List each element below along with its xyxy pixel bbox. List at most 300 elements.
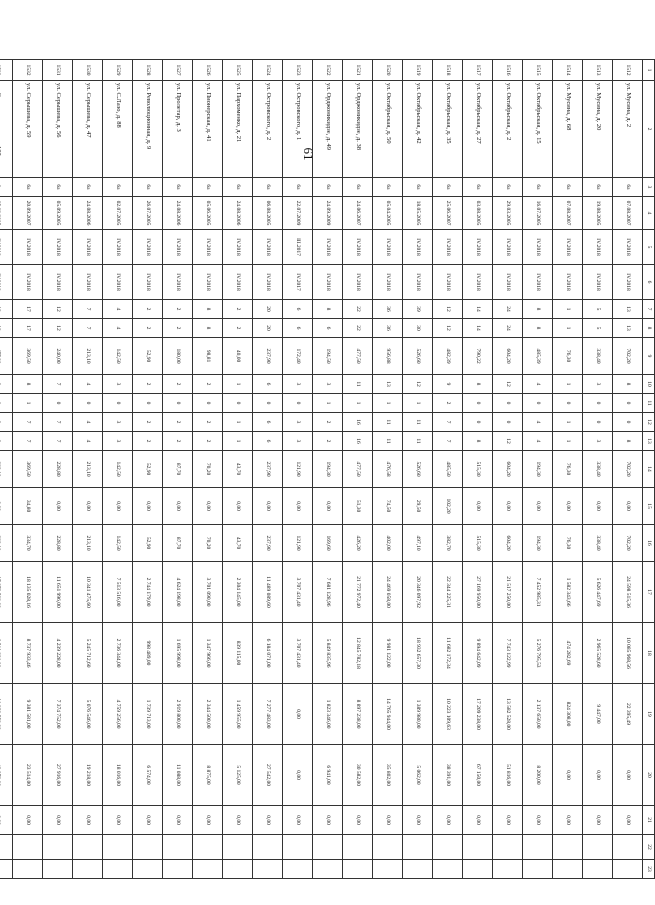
table-cell: IV.2018 <box>133 230 163 265</box>
table-cell: 1 <box>553 432 583 451</box>
table-cell: 8 <box>523 300 553 319</box>
table-cell: 4 624 198,00 <box>163 562 193 623</box>
table-cell: 3 <box>283 375 313 394</box>
table-cell: 13 582 528,00 <box>493 684 523 745</box>
table-cell: 21 517 250,00 <box>493 562 523 623</box>
table-cell: 4 <box>103 300 133 319</box>
empty-cell <box>613 835 643 860</box>
table-cell: 194,30 <box>523 451 553 488</box>
empty-cell <box>403 835 433 860</box>
table-cell: 0 <box>463 413 493 432</box>
table-row <box>463 60 493 879</box>
table-cell: 2 <box>163 375 193 394</box>
table-cell: 526,60 <box>403 338 433 375</box>
table-cell: 0,00 <box>163 488 193 525</box>
table-cell: 12 <box>403 375 433 394</box>
table-cell <box>0 623 13 684</box>
table-cell: IV.2018 <box>313 265 343 300</box>
address-cell: ул. Серышева, д. 59 <box>13 81 43 178</box>
table-cell: 14 <box>463 300 493 319</box>
empty-cell <box>493 835 523 860</box>
table-cell: 30 582,00 <box>343 745 373 806</box>
table-cell: 36 <box>373 319 403 338</box>
table-cell: 0,00 <box>223 488 253 525</box>
table-cell: 194,30 <box>313 451 343 488</box>
table-cell: 3 <box>313 375 343 394</box>
table-cell <box>0 432 13 451</box>
table-cell: 39 <box>403 300 433 319</box>
table-cell: IV.2018 <box>43 230 73 265</box>
table-cell: 20 346 097,92 <box>403 562 433 623</box>
table-row <box>223 60 253 879</box>
table-cell: IV.2018 <box>253 230 283 265</box>
table-cell: 5 276 795,53 <box>523 623 553 684</box>
empty-cell <box>283 860 313 879</box>
table-cell: 6а <box>523 178 553 197</box>
table-cell: 51,30 <box>343 488 373 525</box>
table-cell: 3 <box>103 432 133 451</box>
table-row <box>553 60 583 879</box>
table-cell: IV.2018 <box>583 265 613 300</box>
table-cell: 0,00 <box>523 488 553 525</box>
empty-cell <box>343 860 373 879</box>
address-cell: ул. Серышева, д. 56 <box>43 81 73 178</box>
address-cell: ул. Октябрьская, д. 2 <box>493 81 523 178</box>
table-cell: 19.08.2005 <box>583 197 613 230</box>
table-cell: 6а <box>283 178 313 197</box>
column-number: 14 <box>643 451 655 488</box>
table-cell: IV.2018 <box>613 230 643 265</box>
table-cell: IV.2018 <box>553 265 583 300</box>
table-cell: 6а <box>613 178 643 197</box>
empty-cell <box>313 860 343 879</box>
table-cell: 40,00 <box>223 338 253 375</box>
table-cell: 0,00 <box>613 488 643 525</box>
row-id: 1530 <box>73 60 103 81</box>
table-cell: 11 489 089,60 <box>253 562 283 623</box>
table-row <box>313 60 343 879</box>
table-cell <box>0 413 13 432</box>
table-cell: 13 <box>373 375 403 394</box>
table-cell: 0 <box>73 394 103 413</box>
table-cell: 12 <box>493 432 523 451</box>
table-cell: 07.08.2007 <box>553 197 583 230</box>
table-cell: 11 <box>403 432 433 451</box>
table-cell: 1 <box>553 375 583 394</box>
table-cell: 05.06.2005 <box>193 197 223 230</box>
table-cell: 0,00 <box>343 806 373 835</box>
table-cell: 12 <box>43 319 73 338</box>
table-cell: 6 <box>253 432 283 451</box>
table-cell: 477,50 <box>343 451 373 488</box>
table-cell <box>0 806 13 835</box>
table-cell: 2 744 179,00 <box>133 562 163 623</box>
empty-cell <box>133 835 163 860</box>
table-cell: 13 <box>613 319 643 338</box>
table-cell: IV.2018 <box>493 265 523 300</box>
table-cell: IV.2018 <box>103 230 133 265</box>
table-cell: 790,22 <box>463 338 493 375</box>
table-cell: IV.2018 <box>523 230 553 265</box>
table-cell: 8 <box>193 319 223 338</box>
row-id: 1514 <box>553 60 583 81</box>
table-cell: 7 <box>13 432 43 451</box>
table-cell: IV.2018 <box>103 265 133 300</box>
table-cell: 18 135 028,16 <box>13 562 43 623</box>
table-cell: IV.2018 <box>613 265 643 300</box>
table-cell: 604,20 <box>493 338 523 375</box>
empty-cell <box>0 860 13 879</box>
table-cell: 10 341 475,60 <box>73 562 103 623</box>
table-cell: 16.07.2005 <box>523 197 553 230</box>
empty-cell <box>343 835 373 860</box>
table-cell: 169,60 <box>313 525 343 562</box>
address-cell: ул. Октябрьская, д. 15 <box>523 81 553 178</box>
table-cell: 5 125,00 <box>223 745 253 806</box>
table-cell: 0,00 <box>373 806 403 835</box>
table-cell: 38 391,00 <box>433 745 463 806</box>
row-id: 1528 <box>133 60 163 81</box>
table-cell: 8 897 238,00 <box>343 684 373 745</box>
column-number: 19 <box>643 684 655 745</box>
table-cell: III.2017 <box>283 230 313 265</box>
rotated-table-container <box>0 59 655 872</box>
table-cell: 43,70 <box>223 451 253 488</box>
table-cell: 240,00 <box>43 338 73 375</box>
table-cell <box>0 375 13 394</box>
address-cell: ул. Серышева, д. 47 <box>73 81 103 178</box>
table-cell: 02.07.2005 <box>103 197 133 230</box>
table-cell: 11 <box>373 413 403 432</box>
column-number: 3 <box>643 178 655 197</box>
table-cell: 998 489,00 <box>133 623 163 684</box>
table-cell: 8 875,00 <box>193 745 223 806</box>
table-row <box>493 60 523 879</box>
table-cell: 2 <box>163 319 193 338</box>
table-cell: 9 381 581,00 <box>13 684 43 745</box>
table-cell: 0,00 <box>313 488 343 525</box>
table-cell: 0,00 <box>193 488 223 525</box>
table-cell: 0,00 <box>223 806 253 835</box>
table-cell: 2 <box>193 432 223 451</box>
column-number: 8 <box>643 319 655 338</box>
empty-cell <box>163 860 193 879</box>
empty-cell <box>13 835 43 860</box>
table-cell: 213,10 <box>73 525 103 562</box>
table-cell: 1 739 713,00 <box>133 684 163 745</box>
row-id: 1517 <box>463 60 493 81</box>
table-cell: 22 395,49 <box>613 684 643 745</box>
table-cell: 5 076 546,00 <box>73 684 103 745</box>
table-cell: 76,30 <box>553 451 583 488</box>
table-cell: 22.07.2009 <box>283 197 313 230</box>
table-cell: 6а <box>313 178 343 197</box>
table-cell: 22 344 225,31 <box>433 562 463 623</box>
table-cell: 16 <box>343 432 373 451</box>
table-cell: 24 <box>493 300 523 319</box>
address-cell: ул. Мусина, д. 2 <box>613 81 643 178</box>
table-cell: 956,88 <box>373 338 403 375</box>
column-number: 1 <box>643 60 655 81</box>
table-cell: 2 <box>133 375 163 394</box>
table-row <box>433 60 463 879</box>
table-cell: 0,00 <box>283 806 313 835</box>
table-row <box>523 60 553 879</box>
table-cell: 0,00 <box>403 806 433 835</box>
empty-cell <box>523 835 553 860</box>
table-cell: IV.2018 <box>13 265 43 300</box>
empty-cell <box>523 860 553 879</box>
table-cell: 1 <box>403 394 433 413</box>
table-cell: 7 <box>43 432 73 451</box>
table-cell: 6 574,00 <box>133 745 163 806</box>
table-cell: 5 626 447,69 <box>583 562 613 623</box>
table-cell: IV.2018 <box>433 230 463 265</box>
table-cell: 0,00 <box>103 488 133 525</box>
table-cell: 2 <box>223 319 253 338</box>
table-cell: 0 <box>133 394 163 413</box>
table-cell: 0,00 <box>583 488 613 525</box>
table-cell: 9 894 642,09 <box>463 623 493 684</box>
table-cell: 702,20 <box>613 451 643 488</box>
table-cell: 24.06.2007 <box>343 197 373 230</box>
empty-cell <box>193 835 223 860</box>
table-cell: 7 <box>433 413 463 432</box>
address-cell: ул. Мусина, д. 68 <box>553 81 583 178</box>
table-cell: 24.08.2006 <box>223 197 253 230</box>
table-cell: 6а <box>373 178 403 197</box>
table-cell: 03.08.2005 <box>463 197 493 230</box>
table-cell: 6а <box>403 178 433 197</box>
table-cell: 9 447,00 <box>583 684 613 745</box>
table-cell: IV.2018 <box>73 265 103 300</box>
table-cell: 0,00 <box>283 745 313 806</box>
table-cell: 24 598 515,36 <box>613 562 643 623</box>
table-cell: 4 <box>103 319 133 338</box>
table-cell: 76,30 <box>553 525 583 562</box>
empty-cell <box>463 835 493 860</box>
table-cell: 382,70 <box>433 525 463 562</box>
table-row <box>403 60 433 879</box>
table-cell: 6а <box>493 178 523 197</box>
table-cell: 36 <box>373 300 403 319</box>
table-cell: 485,50 <box>433 451 463 488</box>
table-cell: 6 <box>253 375 283 394</box>
table-cell: 6а <box>13 178 43 197</box>
table-cell: 2 <box>163 413 193 432</box>
table-cell: 0,00 <box>553 745 583 806</box>
table-cell: 237,90 <box>253 451 283 488</box>
empty-cell <box>13 860 43 879</box>
table-cell: 6а <box>253 178 283 197</box>
table-cell: 0,00 <box>163 806 193 835</box>
table-cell: 6а <box>193 178 223 197</box>
table-cell: 11 651 996,00 <box>43 562 73 623</box>
column-number: 18 <box>643 623 655 684</box>
table-cell: IV.2018 <box>223 230 253 265</box>
address-cell: ул. Пролетар, д. 3 <box>163 81 193 178</box>
table-cell: 2 <box>313 413 343 432</box>
table-cell: 0 <box>283 394 313 413</box>
address-cell <box>0 81 13 178</box>
table-cell: 3 <box>103 413 133 432</box>
table-cell: 8 200,00 <box>523 745 553 806</box>
table-cell: 0 <box>193 394 223 413</box>
empty-cell <box>193 860 223 879</box>
table-cell: 213,10 <box>73 338 103 375</box>
table-cell <box>0 230 13 265</box>
address-cell: ул. Октябрьская, д. 42 <box>403 81 433 178</box>
table-cell: 2 344 500,00 <box>193 684 223 745</box>
column-number: 11 <box>643 394 655 413</box>
table-cell: 0,00 <box>313 806 343 835</box>
table-cell: 369,50 <box>13 451 43 488</box>
table-cell: 0,00 <box>463 488 493 525</box>
table-cell: 17 <box>13 300 43 319</box>
table-row <box>373 60 403 879</box>
empty-cell <box>583 835 613 860</box>
table-cell: 1 <box>343 394 373 413</box>
row-id: 1518 <box>433 60 463 81</box>
table-cell: 2 736 344,00 <box>103 623 133 684</box>
table-cell: 2 <box>313 432 343 451</box>
table-cell: 1 695 998,00 <box>163 623 193 684</box>
table-cell: 0,00 <box>13 806 43 835</box>
table-cell: 1 <box>223 375 253 394</box>
address-cell: ул. Орджоникидзе, д. 49 <box>313 81 343 178</box>
table-cell: 0 <box>523 394 553 413</box>
table-cell: 18 932 657,30 <box>403 623 433 684</box>
table-cell: 2 <box>133 300 163 319</box>
row-id: 1527 <box>163 60 193 81</box>
table-cell: 6а <box>163 178 193 197</box>
address-cell: ул. Революционная, д. 9 <box>133 81 163 178</box>
table-row <box>193 60 223 879</box>
row-id: 1519 <box>403 60 433 81</box>
table-cell: 6а <box>133 178 163 197</box>
table-cell: 0,00 <box>43 488 73 525</box>
table-cell: IV.2018 <box>223 265 253 300</box>
row-id: 1526 <box>193 60 223 81</box>
table-cell: 35 802,00 <box>373 745 403 806</box>
table-cell: 11 <box>373 432 403 451</box>
table-cell: IV.2018 <box>493 230 523 265</box>
row-id: 1516 <box>493 60 523 81</box>
table-cell: 25.06.2007 <box>433 197 463 230</box>
empty-cell <box>283 835 313 860</box>
row-id: 1521 <box>343 60 373 81</box>
table-cell: 1 <box>553 319 583 338</box>
table-cell: IV.2018 <box>523 265 553 300</box>
column-number: 4 <box>643 197 655 230</box>
table-cell: 1 <box>553 413 583 432</box>
table-cell: 05.09.2005 <box>43 197 73 230</box>
table-cell: 839 115,00 <box>223 623 253 684</box>
table-cell: 17 209 238,00 <box>463 684 493 745</box>
table-cell: 0,00 <box>613 745 643 806</box>
table-cell: 2 919 800,00 <box>163 684 193 745</box>
table-cell: 702,20 <box>613 525 643 562</box>
table-cell: 1 823 346,00 <box>313 684 343 745</box>
table-cell: 0 <box>253 394 283 413</box>
empty-cell <box>463 860 493 879</box>
address-cell: ул. Октябрьская, д. 35 <box>433 81 463 178</box>
table-row <box>73 60 103 879</box>
table-cell: 6 <box>313 319 343 338</box>
table-cell: 07.08.2007 <box>613 197 643 230</box>
table-cell: 0,00 <box>133 806 163 835</box>
table-cell <box>0 300 13 319</box>
table-cell: IV.2018 <box>403 230 433 265</box>
table-cell: 0,00 <box>253 806 283 835</box>
table-cell: 13 <box>613 300 643 319</box>
table-cell: 0,00 <box>583 745 613 806</box>
table-cell: 4 <box>73 375 103 394</box>
row-id: 1520 <box>373 60 403 81</box>
table-cell: 2 <box>193 413 223 432</box>
table-cell: 7 <box>43 413 73 432</box>
table-cell: 338,40 <box>583 338 613 375</box>
table-cell: 3 <box>283 413 313 432</box>
row-id: 1529 <box>103 60 133 81</box>
table-cell: 23 514,00 <box>13 745 43 806</box>
table-cell: 10 223 109,63 <box>433 684 463 745</box>
table-cell <box>0 684 13 745</box>
table-cell: 0,00 <box>283 684 313 745</box>
row-id <box>0 60 13 81</box>
table-cell: 0 <box>43 394 73 413</box>
table-cell: IV.2018 <box>433 265 463 300</box>
table-cell: 0 <box>553 394 583 413</box>
table-cell: 8 <box>13 375 43 394</box>
empty-cell <box>223 860 253 879</box>
table-cell: 2 137 650,00 <box>523 684 553 745</box>
table-cell: 3 <box>583 432 613 451</box>
table-cell: IV.2018 <box>13 230 43 265</box>
table-cell: 0,00 <box>73 806 103 835</box>
table-cell <box>0 562 13 623</box>
table-cell: 2 <box>193 375 223 394</box>
table-cell: 11 088,00 <box>163 745 193 806</box>
address-cell: ул. С.Лазо, д. 88 <box>103 81 133 178</box>
table-cell: 20 <box>253 319 283 338</box>
table-cell: IV.2018 <box>343 265 373 300</box>
table-cell: 11 682 172,34 <box>433 623 463 684</box>
column-number: 9 <box>643 338 655 375</box>
empty-cell <box>553 835 583 860</box>
table-cell: 142,50 <box>103 451 133 488</box>
empty-cell <box>583 860 613 879</box>
table-row <box>163 60 193 879</box>
table-cell: 2 <box>433 394 463 413</box>
empty-cell <box>73 860 103 879</box>
table-cell: 12 <box>493 375 523 394</box>
table-row <box>103 60 133 879</box>
table-cell: 34,80 <box>13 488 43 525</box>
table-cell <box>0 488 13 525</box>
column-number: 23 <box>643 860 655 879</box>
row-id: 1515 <box>523 60 553 81</box>
empty-cell <box>253 835 283 860</box>
table-cell: IV.2018 <box>313 230 343 265</box>
table-row <box>343 60 373 879</box>
table-cell: IV.2018 <box>163 265 193 300</box>
table-cell: 29,50 <box>403 488 433 525</box>
table-cell: 9 <box>433 375 463 394</box>
table-cell: 3 707 431,40 <box>283 562 313 623</box>
table-cell: 2 <box>133 319 163 338</box>
column-number: 5 <box>643 230 655 265</box>
